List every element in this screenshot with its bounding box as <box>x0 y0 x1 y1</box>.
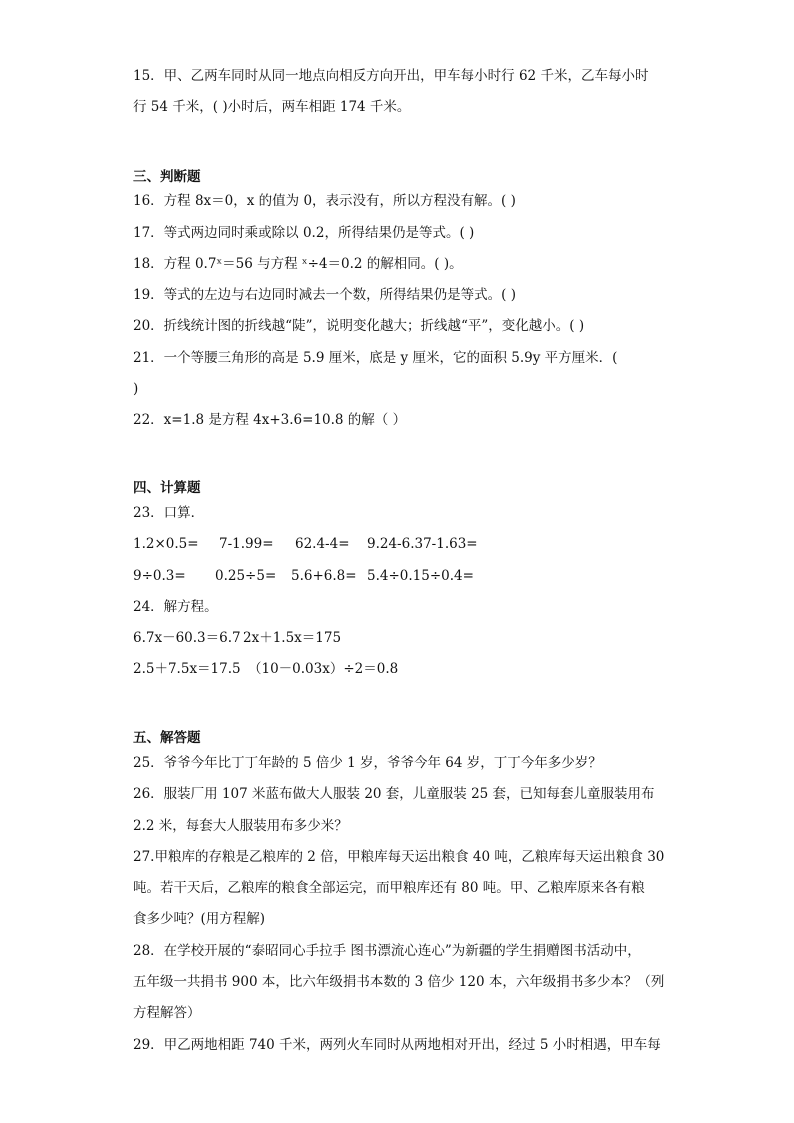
section-5-heading: 五、解答题 <box>133 730 201 746</box>
q21-line1: 21．一个等腰三角形的高是 5.9 厘米，底是 y 厘米，它的面积 5.9y 平方厘米．( <box>133 350 618 366</box>
calc-item: 9.24-6.37-1.63= <box>367 536 478 552</box>
q23: 23．口算． <box>133 505 205 521</box>
q18: 18．方程 0.7ˣ＝56 与方程 ˣ÷4＝0.2 的解相同。( )。 <box>133 256 463 272</box>
calc-item: 5.4÷0.15÷0.4= <box>367 568 474 584</box>
equation-item: 2x＋1.5x＝175 <box>243 630 342 646</box>
equation-item: 6.7x－60.3＝6.7 <box>133 630 241 646</box>
calc-item: 7-1.99= <box>219 536 274 552</box>
calc-item: 9÷0.3= <box>133 568 186 584</box>
q27-line3: 食多少吨？(用方程解) <box>133 911 266 927</box>
q24: 24．解方程。 <box>133 599 218 615</box>
calc-item: 62.4-4= <box>295 536 350 552</box>
calc-item: 5.6+6.8= <box>291 568 357 584</box>
q28-line1: 28．在学校开展的“泰昭同心手拉手 图书漂流心连心”为新疆的学生捐赠图书活动中， <box>133 943 641 959</box>
calc-item: 1.2×0.5= <box>133 536 199 552</box>
q28-line2: 五年级一共捐书 900 本，比六年级捐书本数的 3 倍少 120 本，六年级捐书多少本？（列 <box>133 974 665 990</box>
section-3-heading: 三、判断题 <box>133 169 201 185</box>
q25: 25．爷爷今年比丁丁年龄的 5 倍少 1 岁，爷爷今年 64 岁，丁丁今年多少岁？ <box>133 755 602 771</box>
section-4-heading: 四、计算题 <box>133 480 201 496</box>
q15-line2: 行 54 千米，( )小时后，两车相距 174 千米。 <box>133 99 411 115</box>
q26-line2: 2.2 米，每套大人服装用布多少米？ <box>133 818 348 834</box>
equation-item: （10－0.03x）÷2＝0.8 <box>248 661 399 677</box>
q20: 20．折线统计图的折线越“陡”，说明变化越大；折线越“平”，变化越小。( ) <box>133 318 585 334</box>
q17: 17．等式两边同时乘或除以 0.2，所得结果仍是等式。( ) <box>133 225 475 241</box>
q27-line1: 27.甲粮库的存粮是乙粮库的 2 倍，甲粮库每天运出粮食 40 吨，乙粮库每天运出粮食 30 <box>133 849 665 865</box>
equation-item: 2.5＋7.5x＝17.5 <box>133 661 241 677</box>
calc-item: 0.25÷5= <box>215 568 277 584</box>
q26-line1: 26．服装厂用 107 米蓝布做大人服装 20 套，儿童服装 25 套，已知每套儿童服装用布 <box>133 786 655 802</box>
q16: 16．方程 8x＝0，x 的值为 0，表示没有，所以方程没有解。( ) <box>133 193 516 209</box>
q22: 22．x=1.8 是方程 4x+3.6=10.8 的解（ ） <box>133 412 407 428</box>
q15-line1: 15．甲、乙两车同时从同一地点向相反方向开出，甲车每小时行 62 千米，乙车每小时 <box>133 68 649 84</box>
q28-line3: 方程解答） <box>133 1005 201 1021</box>
q21-line2: ) <box>133 381 139 397</box>
q19: 19．等式的左边与右边同时减去一个数，所得结果仍是等式。( ) <box>133 287 517 303</box>
q27-line2: 吨。若干天后，乙粮库的粮食全部运完，而甲粮库还有 80 吨。甲、乙粮库原来各有粮 <box>133 880 645 896</box>
q29-line1: 29．甲乙两地相距 740 千米，两列火车同时从两地相对开出，经过 5 小时相遇，甲车每 <box>133 1037 661 1053</box>
